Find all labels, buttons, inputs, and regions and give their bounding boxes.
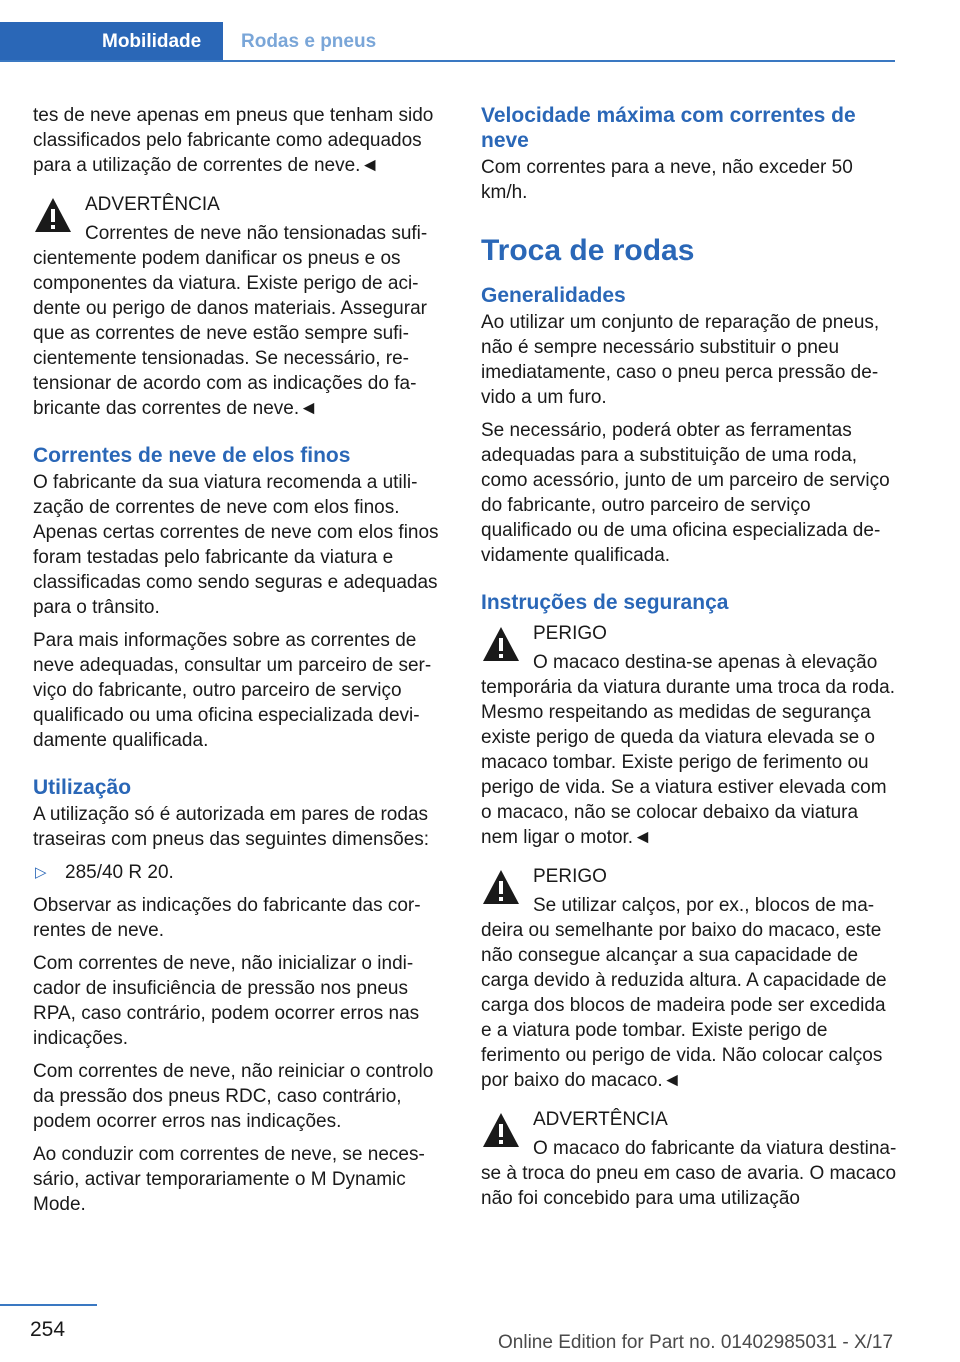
heading-fine-chains: Correntes de neve de elos finos <box>33 444 351 467</box>
paragraph: Observar as indicações do fabricante das correntes de neve. <box>33 895 421 941</box>
paragraph: Ao utilizar um conjunto de reparação de pneus, não é sempre necessário substituir o pneu imediatamente, caso o pneu perca pressão devido a um furo. <box>481 312 880 408</box>
paragraph: Se necessário, poderá obter as ferramentas adequadas para a substituição de uma roda, como acessório, junto de um parceiro de serviço do fabricante, outro parceiro de serviço qualificado ou de uma oficina especializada devidamente qualificada. <box>481 420 890 566</box>
footer-rule <box>0 1304 97 1306</box>
warning-title: ADVERTÊNCIA <box>533 1109 668 1130</box>
warning-triangle-icon <box>481 868 521 906</box>
warning-triangle-icon <box>481 625 521 663</box>
warning-title: ADVERTÊNCIA <box>85 194 220 215</box>
paragraph: Para mais informações sobre as correntes de neve adequadas, consultar um parceiro de serviço do fabricante, outro parceiro de serviço qualificado ou uma oficina especializada devidamente qualificada. <box>33 630 432 751</box>
paragraph: Com correntes de neve, não inicializar o indicador de insuficiência de pressão nos pneus RPA, caso contrário, podem ocorrer erros nas indicações. <box>33 953 420 1049</box>
header-rule <box>0 60 895 62</box>
right-column <box>481 103 899 1219</box>
tab-rodas-e-pneus[interactable]: Rodas e pneus <box>241 31 377 52</box>
danger-block <box>481 864 899 1093</box>
heading-general: Generalidades <box>481 284 626 307</box>
page-number: 254 <box>30 1318 66 1341</box>
danger-text: O macaco destina-se apenas à elevação temporária da viatura durante uma troca da roda. Mesmo respeitando as medidas de segurança existe perigo de queda da viatura elevada se o macaco tombar. Existe perigo de ferimento ou perigo de vida. Se a viatura estiver elevada com o macaco, não se colocar debaixo da viatura nem ligar o motor.◄ <box>481 652 896 848</box>
danger-title: PERIGO <box>533 623 607 644</box>
edition-note: Online Edition for Part no. 01402985031 - X/17 <box>498 1332 894 1353</box>
paragraph: O fabricante da sua viatura recomenda a utilização de correntes de neve com elos finos. Apenas certas correntes de neve com elos finos foram testadas pelo fabricante da viatura e classificadas como sendo seguras e adequadas para o trânsito. <box>33 472 439 618</box>
paragraph: Com correntes de neve, não reiniciar o controlo da pressão dos pneus RDC, caso contrário, podem ocorrer erros nas indicações. <box>33 1061 434 1132</box>
intro-paragraph: tes de neve apenas em pneus que tenham sido classificados pelo fabricante como adequados para a utilização de correntes de neve.◄ <box>33 105 434 176</box>
tab-mobilidade[interactable]: Mobilidade <box>0 22 223 62</box>
heading-usage: Utilização <box>33 776 132 799</box>
warning-text: O macaco do fabricante da viatura destina-se à troca do pneu em caso de avaria. O macaco não foi concebido para uma utilização <box>481 1138 897 1209</box>
warning-block <box>33 192 451 421</box>
bullet-triangle-icon: ▷ <box>35 864 47 881</box>
paragraph: A utilização só é autorizada em pares de rodas traseiras com pneus das seguintes dimensões: <box>33 804 430 850</box>
warning-text: Correntes de neve não tensionadas suficientemente podem danificar os pneus e os componentes da viatura. Existe perigo de acidente ou perigo de danos materiais. Assegurar que as correntes de neve estão sempre suficientemente tensionadas. Se necessário, retensionar de acordo com as indicações do fabricante das correntes de neve.◄ <box>33 223 428 419</box>
bullet-text: 285/40 R 20. <box>65 862 174 883</box>
heading-wheel-change: Troca de rodas <box>481 234 695 267</box>
warning-block <box>481 1107 899 1211</box>
chapter-tab-bar <box>0 22 895 62</box>
heading-safety: Instruções de segurança <box>481 591 729 614</box>
warning-triangle-icon <box>481 1111 521 1149</box>
warning-triangle-icon <box>33 196 73 234</box>
left-column <box>33 103 451 1225</box>
danger-text: Se utilizar calços, por ex., blocos de madeira ou semelhante por baixo do macaco, este não consegue alcançar a sua capacidade de carga devido à reduzida altura. A capacidade de carga dos blocos de madeira pode ser excedida e a viatura pode tombar. Existe perigo de ferimento ou perigo de vida. Não colocar calços por baixo do macaco.◄ <box>481 895 887 1091</box>
danger-block <box>481 621 899 850</box>
danger-title: PERIGO <box>533 866 607 887</box>
paragraph: Ao conduzir com correntes de neve, se necessário, activar temporariamente o M Dynamic Mode. <box>33 1144 425 1215</box>
heading-max-speed: Velocidade máxima com correntes de neve <box>481 104 856 152</box>
list-item <box>33 860 451 885</box>
paragraph: Com correntes para a neve, não exceder 50 km/h. <box>481 157 853 203</box>
